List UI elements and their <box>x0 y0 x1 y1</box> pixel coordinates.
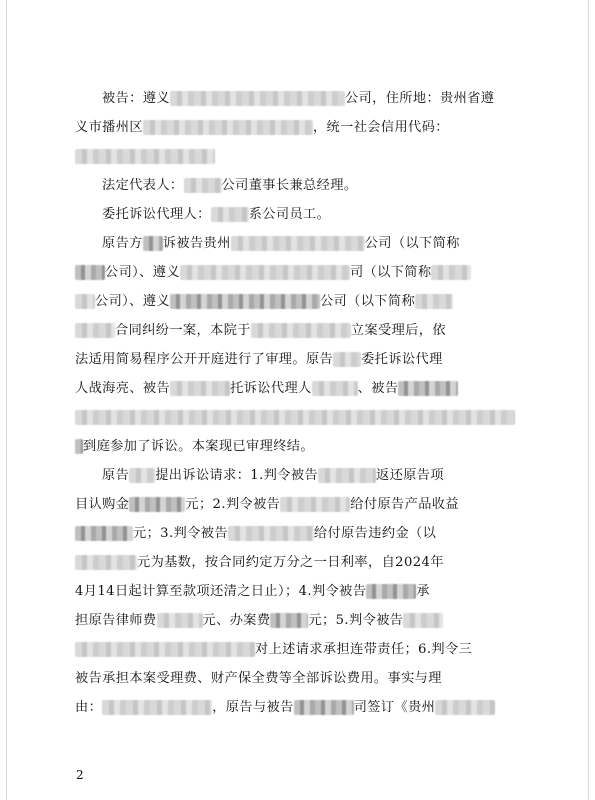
line-text: 给付原告产品收益 <box>350 497 459 512</box>
document-line <box>75 262 525 284</box>
line-text: 公司董事长兼总经理。 <box>221 178 358 193</box>
redaction-mark <box>435 700 495 715</box>
line-text: 元；2.判令被告 <box>185 497 281 512</box>
document-line <box>75 552 525 574</box>
document-line <box>75 639 525 661</box>
line-text: 原告方 <box>102 236 143 251</box>
line-text: 立案受理后，依 <box>350 323 446 338</box>
line-text: 司（以下简称 <box>349 265 432 280</box>
line-text: 人战海亮、被告 <box>75 381 171 396</box>
redaction-mark <box>251 323 351 338</box>
document-line <box>102 204 552 226</box>
document-line <box>75 320 525 342</box>
redaction-mark <box>403 613 443 628</box>
redaction-mark <box>75 265 105 280</box>
document-line <box>75 291 525 313</box>
line-text: 由： <box>75 700 103 715</box>
line-text: 元；3.判令被告 <box>133 526 228 541</box>
line-text: 公司）、遵义 <box>105 265 180 280</box>
line-text: 原告 <box>102 468 130 483</box>
document-line <box>75 581 525 603</box>
document-line <box>75 668 525 690</box>
document-line <box>102 88 552 110</box>
line-text: 被告：遵义 <box>102 91 170 106</box>
line-text: 元；5.判令被告 <box>308 613 404 628</box>
line-text: 公司（以下简称 <box>319 294 416 309</box>
redaction-mark <box>170 294 320 309</box>
redaction-mark <box>431 265 471 280</box>
line-text: 返还原告项 <box>376 468 444 483</box>
document-line <box>102 233 552 255</box>
line-text: 被告承担本案受理费、财产保全费等全部诉讼费用。事实与理 <box>75 671 442 686</box>
redaction-mark <box>129 497 185 512</box>
line-text: 目认购金 <box>75 497 130 512</box>
redaction-mark <box>75 294 95 309</box>
redaction-mark <box>102 700 212 715</box>
document-line <box>75 494 525 516</box>
document-line <box>75 407 525 429</box>
redaction-mark <box>170 91 345 106</box>
line-text: 担原告律师费 <box>75 613 157 628</box>
right-page-border <box>588 0 589 800</box>
redaction-mark <box>129 468 155 483</box>
line-text: 到庭参加了诉讼。本案现已审理终结。 <box>83 439 314 454</box>
redaction-mark <box>270 613 308 628</box>
redaction-mark <box>228 526 314 541</box>
page-number: 2 <box>76 768 84 782</box>
line-text: 4月14日起计算至款项还清之日止）；4.判令被告 <box>75 584 367 599</box>
line-text: ，统一社会信用代码： <box>312 120 449 135</box>
document-line <box>75 349 525 371</box>
line-text: 元、办案费 <box>202 613 271 628</box>
line-text: 法适用简易程序公开开庭进行了审理。原告 <box>75 352 334 367</box>
document-line <box>102 465 552 487</box>
line-text: 给付原告违约金（以 <box>313 526 437 541</box>
line-text: 合同纠纷一案，本院于 <box>115 323 251 338</box>
line-text: 委托诉讼代理 <box>361 352 443 367</box>
redaction-mark <box>312 381 358 396</box>
line-text: 义市播州区 <box>75 120 143 135</box>
redaction-mark <box>75 323 115 338</box>
redaction-mark <box>75 439 83 454</box>
line-text: 、被告 <box>357 381 399 396</box>
redaction-mark <box>398 381 458 396</box>
line-text: 公司，住所地：贵州省遵 <box>344 91 495 106</box>
redaction-mark <box>143 120 313 135</box>
line-text: 诉被告贵州 <box>162 236 231 251</box>
line-text: 司签订《贵州 <box>353 700 436 715</box>
redaction-mark <box>211 207 249 222</box>
line-text: 委托诉讼代理人： <box>102 207 211 222</box>
redaction-mark <box>75 555 137 570</box>
line-text: 对上述请求承担连带责任；6.判令三 <box>255 642 473 657</box>
document-line <box>102 175 552 197</box>
document-line <box>75 697 525 719</box>
line-text: ，原告与被告 <box>212 700 294 715</box>
line-text: 系公司员工。 <box>248 207 331 222</box>
redaction-mark <box>231 236 365 251</box>
line-text: 托诉讼代理人 <box>230 381 312 396</box>
document-line <box>75 523 525 545</box>
document-line <box>75 436 525 458</box>
redaction-mark <box>366 584 416 599</box>
redaction-mark <box>294 700 354 715</box>
line-text: 公司（以下简称 <box>364 236 460 251</box>
redaction-mark <box>415 294 453 309</box>
document-line <box>75 117 525 139</box>
redaction-mark <box>143 236 163 251</box>
redaction-mark <box>75 410 515 425</box>
redaction-mark <box>333 352 361 367</box>
document-line <box>75 610 525 632</box>
redaction-mark <box>280 497 350 512</box>
line-text: 公司）、遵义 <box>95 294 170 309</box>
document-line <box>75 378 525 400</box>
line-text: 元为基数，按合同约定万分之一日利率，自2024年 <box>137 555 444 570</box>
document-line <box>75 146 525 168</box>
redaction-mark <box>157 613 203 628</box>
left-page-border <box>6 0 7 800</box>
redaction-mark <box>75 642 255 657</box>
redaction-mark <box>318 468 376 483</box>
line-text: 提出诉讼请求：1.判令被告 <box>155 468 319 483</box>
line-text: 法定代表人： <box>102 178 184 193</box>
redaction-mark <box>75 149 215 164</box>
line-text: 承 <box>416 584 430 599</box>
redaction-mark <box>170 381 230 396</box>
redaction-mark <box>180 265 350 280</box>
redaction-mark <box>184 178 222 193</box>
redaction-mark <box>75 526 133 541</box>
